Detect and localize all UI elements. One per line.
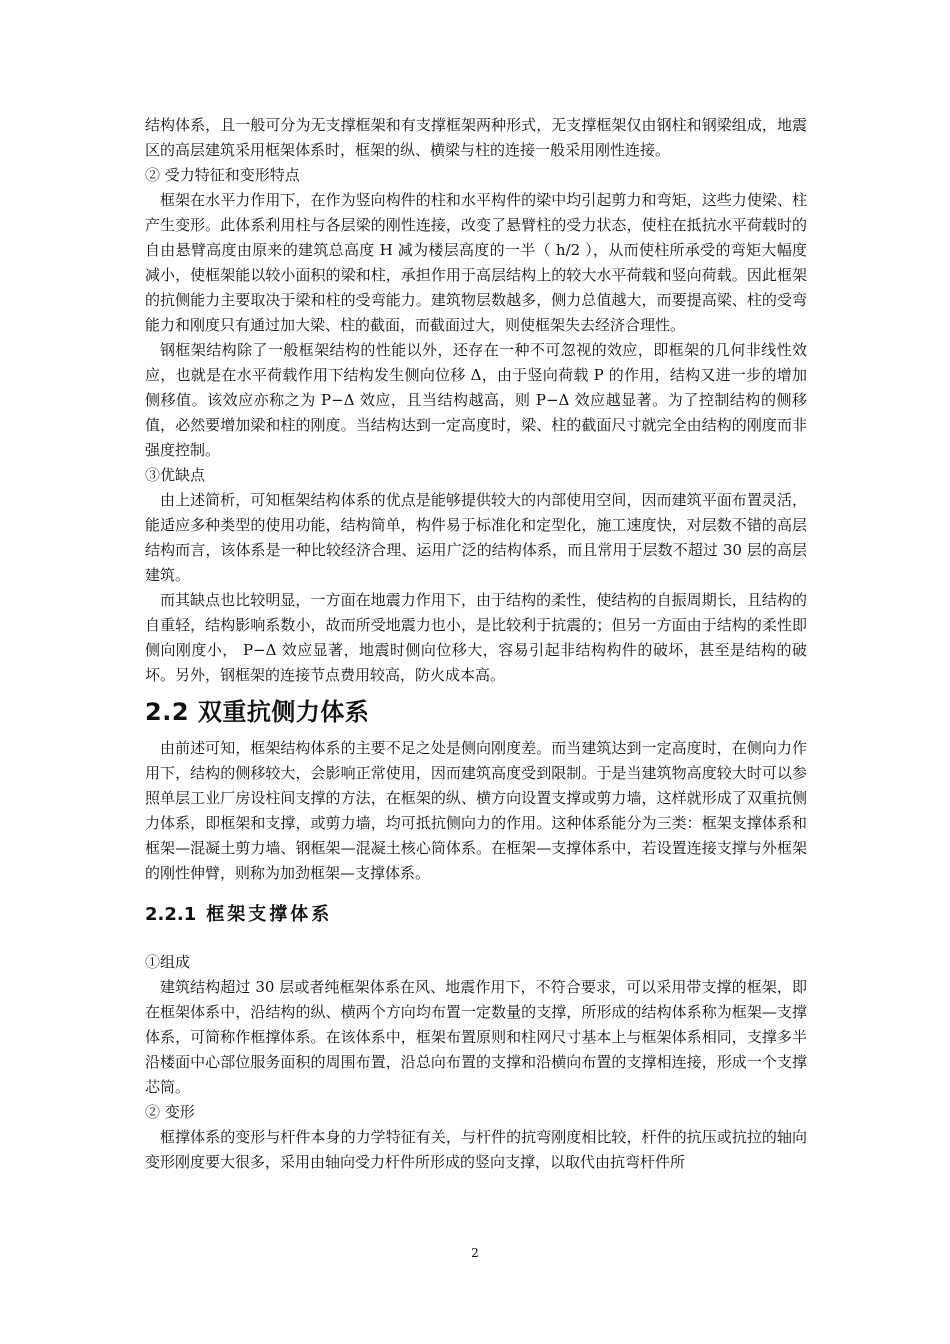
paragraph: 由前述可知，框架结构体系的主要不足之处是侧向刚度差。而当建筑达到一定高度时，在侧向力作用下，结构的侧移较大，会影响正常使用，因而建筑高度受到限制。于是当建筑物高度较大时可以参照单层工业厂房设柱间支撑的方法，在框架的纵、横方向设置支撑或剪力墙，这样就形成了双重抗侧力体系，即框架和支撑，或剪力墙，均可抵抗侧向力的作用。这种体系能分为三类：框架支撑体系和框架—混凝土剪力墙、钢框架—混凝土核心筒体系。在框架—支撑体系中，若设置连接支撑与外框架的刚性伸臂，则称为加劲框架—支撑体系。 — [145, 739, 807, 882]
item-heading: ② 受力特征和变形特点 — [145, 166, 300, 184]
paragraph: 结构体系，且一般可分为无支撑框架和有支撑框架两种形式，无支撑框架仅由钢柱和钢梁组成，地震区的高层建筑采用框架体系时，框架的纵、横梁与柱的连接一般采用刚性连接。 — [145, 116, 807, 159]
paragraph: 而其缺点也比较明显，一方面在地震力作用下，由于结构的柔性，使结构的自振周期长，且结构的自重轻，结构影响系数小，故而所受地震力也小，是比较利于抗震的；但另一方面由于结构的柔性即侧向刚度小， P−Δ 效应显著，地震时侧向位移大，容易引起非结构构件的破坏，甚至是结构的破坏。另外，钢框架的连接节点费用较高，防火成本高。 — [145, 591, 807, 684]
item-heading: ③优缺点 — [145, 466, 206, 484]
paragraph: 由上述简析，可知框架结构体系的优点是能够提供较大的内部使用空间，因而建筑平面布置灵活，能适应多种类型的使用功能，结构简单，构件易于标准化和定型化，施工速度快，对层数不错的高层结构而言，该体系是一种比较经济合理、运用广泛的结构体系，而且常用于层数不超过 30 层的高层建筑。 — [145, 491, 807, 584]
item-heading: ② 变形 — [145, 1103, 195, 1121]
paragraph: 钢框架结构除了一般框架结构的性能以外，还存在一种不可忽视的效应，即框架的几何非线性效应，也就是在水平荷载作用下结构发生侧向位移 Δ，由于竖向荷载 P 的作用，结构又进一步的增加侧移值。该效应亦称之为 P−Δ 效应，且当结构越高，则 P−Δ 效应越显著。为了控制结构的侧移值，必然要增加梁和柱的刚度。当结构达到一定高度时，梁、柱的截面尺寸就完全由结构的刚度而非强度控制。 — [145, 341, 807, 459]
document-body — [145, 113, 807, 1175]
subsection-title: 框架支撑体系 — [206, 904, 333, 925]
paragraph: 建筑结构超过 30 层或者纯框架体系在风、地震作用下，不符合要求，可以采用带支撑的框架，即在框架体系中，沿结构的纵、横两个方向均布置一定数量的支撑，所形成的结构体系称为框架—支撑体系，可简称作框撑体系。在该体系中，框架布置原则和柱网尺寸基本上与框架体系相同，支撑多半沿楼面中心部位服务面积的周围布置，沿总向布置的支撑和沿横向布置的支撑相连接，形成一个支撑芯筒。 — [145, 978, 807, 1096]
subsection-number: 2.2.1 — [145, 904, 197, 925]
item-heading: ①组成 — [145, 953, 191, 971]
paragraph: 框撑体系的变形与杆件本身的力学特征有关，与杆件的抗弯刚度相比较，杆件的抗压或抗拉的轴向变形刚度要大很多，采用由轴向受力杆件所形成的竖向支撑，以取代由抗弯杆件所 — [145, 1128, 807, 1171]
page-number: 2 — [471, 1246, 479, 1260]
subsection-heading — [145, 900, 807, 930]
section-heading: 2.2 双重抗侧力体系 — [145, 698, 370, 726]
paragraph: 框架在水平力作用下，在作为竖向构件的柱和水平构件的梁中均引起剪力和弯矩，这些力使梁、柱产生变形。此体系利用柱与各层梁的刚性连接，改变了悬臂柱的受力状态，使柱在抵抗水平荷载时的自由悬臂高度由原来的建筑总高度 H 减为楼层高度的一半（ h/2 ），从而使柱所承受的弯矩大幅度减小，使框架能以较小面积的梁和柱，承担作用于高层结构上的较大水平荷载和竖向荷载。因此框架的抗侧能力主要取决于梁和柱的受弯能力。建筑物层数越多，侧力总值越大，而要提高梁、柱的受弯能力和刚度只有通过加大梁、柱的截面，而截面过大，则使框架失去经济合理性。 — [145, 191, 807, 334]
